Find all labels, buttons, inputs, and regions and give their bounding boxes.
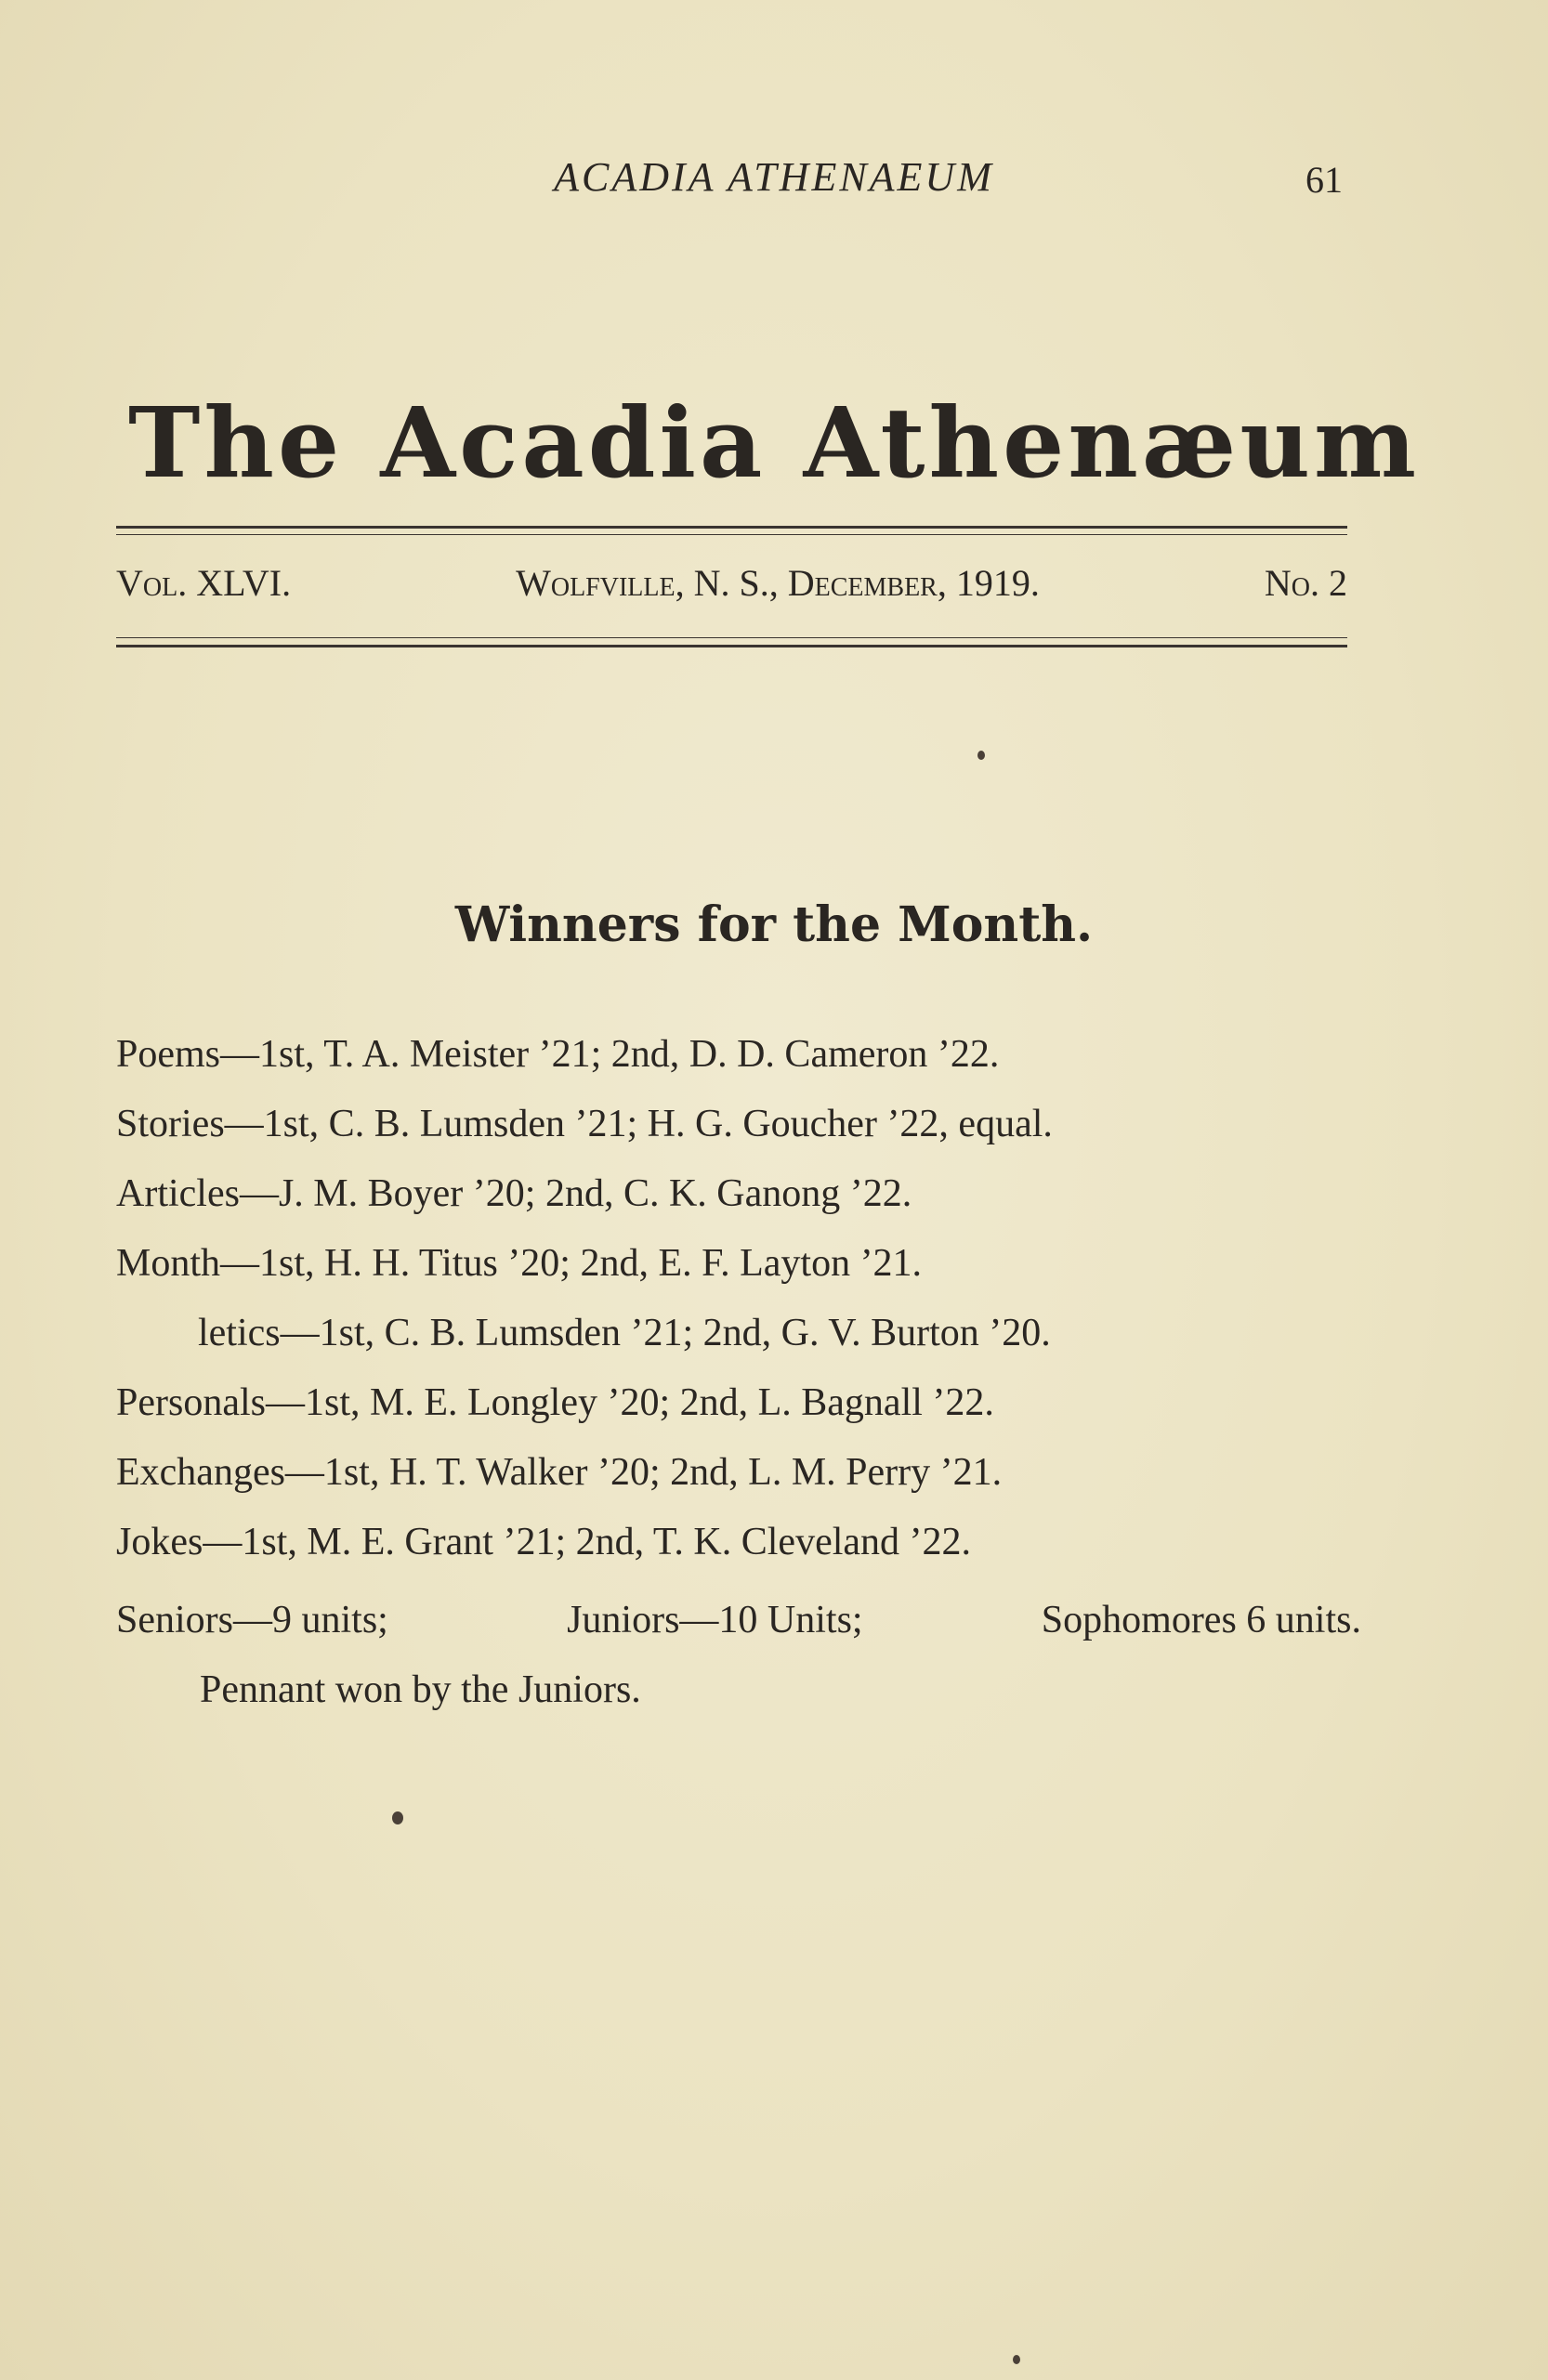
issue-rule-thin — [116, 637, 1347, 638]
winner-line-exchanges: Exchanges—1st, H. T. Walker ’20; 2nd, L. M. Perry ’21. — [116, 1451, 1003, 1494]
masthead-rule-top — [116, 526, 1347, 529]
tally-sophomores: Sophomores 6 units. — [1041, 1599, 1361, 1641]
winner-line-articles: Articles—J. M. Boyer ’20; 2nd, C. K. Ganong ’22. — [116, 1172, 912, 1215]
place-date-label: Wolfville, N. S., December, 1919. — [516, 562, 1040, 604]
ink-speck — [1013, 2355, 1020, 2364]
masthead-rule-top-thin — [116, 534, 1347, 535]
masthead-title: The Acadia Athenæum — [128, 386, 1420, 500]
section-title: Winners for the Month. — [454, 896, 1094, 953]
page-number: 61 — [1305, 159, 1343, 201]
winner-line-poems: Poems—1st, T. A. Meister ’21; 2nd, D. D. Cameron ’22. — [116, 1033, 1000, 1076]
ink-speck — [977, 751, 985, 760]
winner-line-athletics: letics—1st, C. B. Lumsden ’21; 2nd, G. V. Burton ’20. — [198, 1312, 1051, 1354]
winner-line-stories: Stories—1st, C. B. Lumsden ’21; H. G. Goucher ’22, equal. — [116, 1103, 1053, 1145]
pennant-note: Pennant won by the Juniors. — [200, 1668, 641, 1711]
winner-line-personals: Personals—1st, M. E. Longley ’20; 2nd, L. Bagnall ’22. — [116, 1381, 994, 1424]
tally-juniors: Juniors—10 Units; — [567, 1599, 863, 1641]
volume-label: Vol. XLVI. — [116, 562, 292, 604]
issue-line — [116, 561, 1347, 605]
issue-rule-bottom — [116, 645, 1347, 647]
winner-line-jokes: Jokes—1st, M. E. Grant ’21; 2nd, T. K. Cleveland ’22. — [116, 1521, 972, 1563]
running-head: ACADIA ATHENAEUM — [554, 154, 994, 200]
unit-tallies — [116, 1598, 1361, 1642]
ink-speck — [392, 1811, 403, 1824]
winners-list — [116, 1020, 1361, 1577]
winner-line-month: Month—1st, H. H. Titus ’20; 2nd, E. F. Layton ’21. — [116, 1242, 923, 1285]
tally-seniors: Seniors—9 units; — [116, 1599, 388, 1641]
issue-number-label: No. 2 — [1264, 562, 1347, 604]
